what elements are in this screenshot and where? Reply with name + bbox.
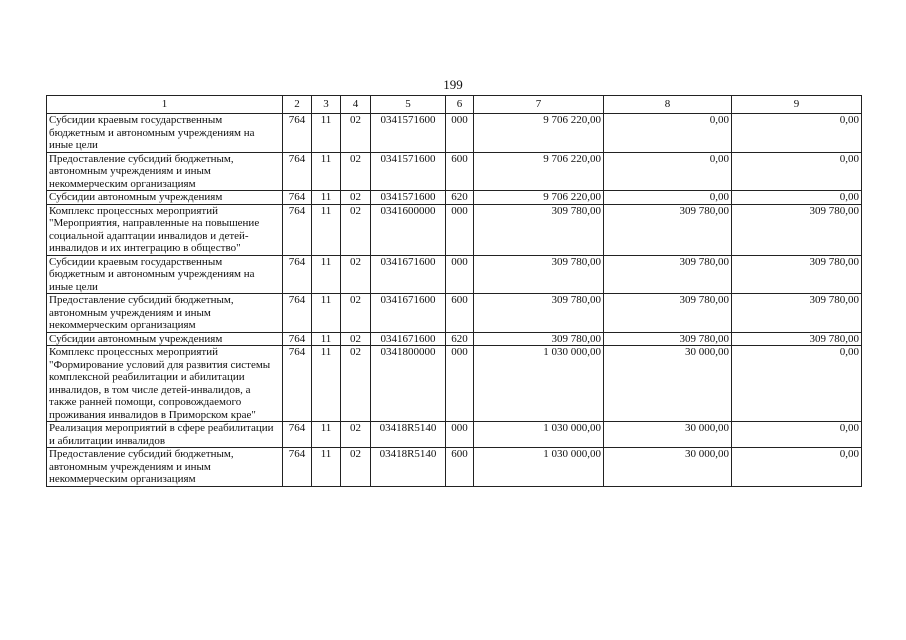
column-header: 2 — [283, 96, 312, 114]
row-name: Субсидии краевым государственным бюджетным и автономным учреждениям на иные цели — [47, 255, 283, 294]
target-article-code: 0341600000 — [371, 204, 446, 255]
column-header: 6 — [446, 96, 474, 114]
section-code: 11 — [312, 204, 341, 255]
amount-col-8: 30 000,00 — [604, 422, 732, 448]
expense-type-code: 620 — [446, 332, 474, 346]
subsection-code: 02 — [341, 152, 371, 191]
row-name: Комплекс процессных мероприятий "Формирование условий для развития системы комплексной реабилитации и абилитации инвалидов, в том числе детей-инвалидов, а также ранней помощи, сопровождаемого проживания инвалидов в Приморском крае" — [47, 346, 283, 422]
budget-table — [46, 95, 862, 487]
column-header: 4 — [341, 96, 371, 114]
section-code: 11 — [312, 448, 341, 487]
amount-col-7: 309 780,00 — [474, 294, 604, 333]
amount-col-9: 0,00 — [732, 191, 862, 205]
row-name: Предоставление субсидий бюджетным, автономным учреждениям и иным некоммерческим организациям — [47, 448, 283, 487]
expense-type-code: 000 — [446, 114, 474, 153]
subsection-code: 02 — [341, 204, 371, 255]
table-row — [47, 204, 862, 255]
amount-col-8: 0,00 — [604, 152, 732, 191]
section-code: 11 — [312, 191, 341, 205]
column-header: 3 — [312, 96, 341, 114]
expense-type-code: 600 — [446, 294, 474, 333]
expense-type-code: 600 — [446, 152, 474, 191]
amount-col-9: 309 780,00 — [732, 294, 862, 333]
ministry-code: 764 — [283, 422, 312, 448]
amount-col-9: 0,00 — [732, 152, 862, 191]
expense-type-code: 000 — [446, 422, 474, 448]
ministry-code: 764 — [283, 294, 312, 333]
table-row — [47, 448, 862, 487]
row-name: Субсидии автономным учреждениям — [47, 191, 283, 205]
page-number: 199 — [443, 77, 463, 92]
section-code: 11 — [312, 152, 341, 191]
ministry-code: 764 — [283, 152, 312, 191]
table-row — [47, 346, 862, 422]
subsection-code: 02 — [341, 294, 371, 333]
amount-col-8: 309 780,00 — [604, 204, 732, 255]
ministry-code: 764 — [283, 255, 312, 294]
amount-col-9: 0,00 — [732, 114, 862, 153]
amount-col-7: 1 030 000,00 — [474, 346, 604, 422]
amount-col-7: 309 780,00 — [474, 204, 604, 255]
column-header: 5 — [371, 96, 446, 114]
table-row — [47, 422, 862, 448]
section-code: 11 — [312, 346, 341, 422]
table-row — [47, 332, 862, 346]
amount-col-7: 9 706 220,00 — [474, 191, 604, 205]
expense-type-code: 620 — [446, 191, 474, 205]
row-name: Комплекс процессных мероприятий "Мероприятия, направленные на повышение социальной адаптации инвалидов и детей-инвалидов и их интеграцию в общество" — [47, 204, 283, 255]
target-article-code: 0341571600 — [371, 191, 446, 205]
subsection-code: 02 — [341, 255, 371, 294]
amount-col-7: 1 030 000,00 — [474, 448, 604, 487]
amount-col-9: 309 780,00 — [732, 255, 862, 294]
amount-col-9: 0,00 — [732, 346, 862, 422]
amount-col-7: 309 780,00 — [474, 332, 604, 346]
amount-col-7: 9 706 220,00 — [474, 114, 604, 153]
expense-type-code: 000 — [446, 204, 474, 255]
row-name: Предоставление субсидий бюджетным, автономным учреждениям и иным некоммерческим организациям — [47, 152, 283, 191]
section-code: 11 — [312, 422, 341, 448]
target-article-code: 03418R5140 — [371, 448, 446, 487]
ministry-code: 764 — [283, 448, 312, 487]
target-article-code: 0341800000 — [371, 346, 446, 422]
amount-col-7: 1 030 000,00 — [474, 422, 604, 448]
amount-col-8: 0,00 — [604, 114, 732, 153]
subsection-code: 02 — [341, 191, 371, 205]
expense-type-code: 600 — [446, 448, 474, 487]
target-article-code: 0341671600 — [371, 294, 446, 333]
section-code: 11 — [312, 332, 341, 346]
target-article-code: 03418R5140 — [371, 422, 446, 448]
column-header: 7 — [474, 96, 604, 114]
row-name: Субсидии автономным учреждениям — [47, 332, 283, 346]
table-row — [47, 152, 862, 191]
subsection-code: 02 — [341, 422, 371, 448]
section-code: 11 — [312, 255, 341, 294]
ministry-code: 764 — [283, 114, 312, 153]
section-code: 11 — [312, 114, 341, 153]
amount-col-8: 30 000,00 — [604, 448, 732, 487]
amount-col-9: 309 780,00 — [732, 332, 862, 346]
column-header: 9 — [732, 96, 862, 114]
amount-col-9: 0,00 — [732, 422, 862, 448]
target-article-code: 0341571600 — [371, 152, 446, 191]
row-name: Субсидии краевым государственным бюджетным и автономным учреждениям на иные цели — [47, 114, 283, 153]
target-article-code: 0341671600 — [371, 332, 446, 346]
ministry-code: 764 — [283, 191, 312, 205]
amount-col-8: 30 000,00 — [604, 346, 732, 422]
table-row — [47, 114, 862, 153]
subsection-code: 02 — [341, 114, 371, 153]
row-name: Реализация мероприятий в сфере реабилитации и абилитации инвалидов — [47, 422, 283, 448]
expense-type-code: 000 — [446, 346, 474, 422]
row-name: Предоставление субсидий бюджетным, автономным учреждениям и иным некоммерческим организациям — [47, 294, 283, 333]
table-row — [47, 294, 862, 333]
table-row — [47, 191, 862, 205]
ministry-code: 764 — [283, 346, 312, 422]
amount-col-8: 309 780,00 — [604, 332, 732, 346]
target-article-code: 0341671600 — [371, 255, 446, 294]
amount-col-8: 309 780,00 — [604, 294, 732, 333]
column-header: 1 — [47, 96, 283, 114]
subsection-code: 02 — [341, 346, 371, 422]
section-code: 11 — [312, 294, 341, 333]
amount-col-9: 0,00 — [732, 448, 862, 487]
target-article-code: 0341571600 — [371, 114, 446, 153]
amount-col-7: 309 780,00 — [474, 255, 604, 294]
column-header: 8 — [604, 96, 732, 114]
ministry-code: 764 — [283, 204, 312, 255]
table-row — [47, 255, 862, 294]
subsection-code: 02 — [341, 448, 371, 487]
amount-col-7: 9 706 220,00 — [474, 152, 604, 191]
amount-col-9: 309 780,00 — [732, 204, 862, 255]
expense-type-code: 000 — [446, 255, 474, 294]
subsection-code: 02 — [341, 332, 371, 346]
amount-col-8: 0,00 — [604, 191, 732, 205]
amount-col-8: 309 780,00 — [604, 255, 732, 294]
header-row — [47, 96, 862, 114]
ministry-code: 764 — [283, 332, 312, 346]
